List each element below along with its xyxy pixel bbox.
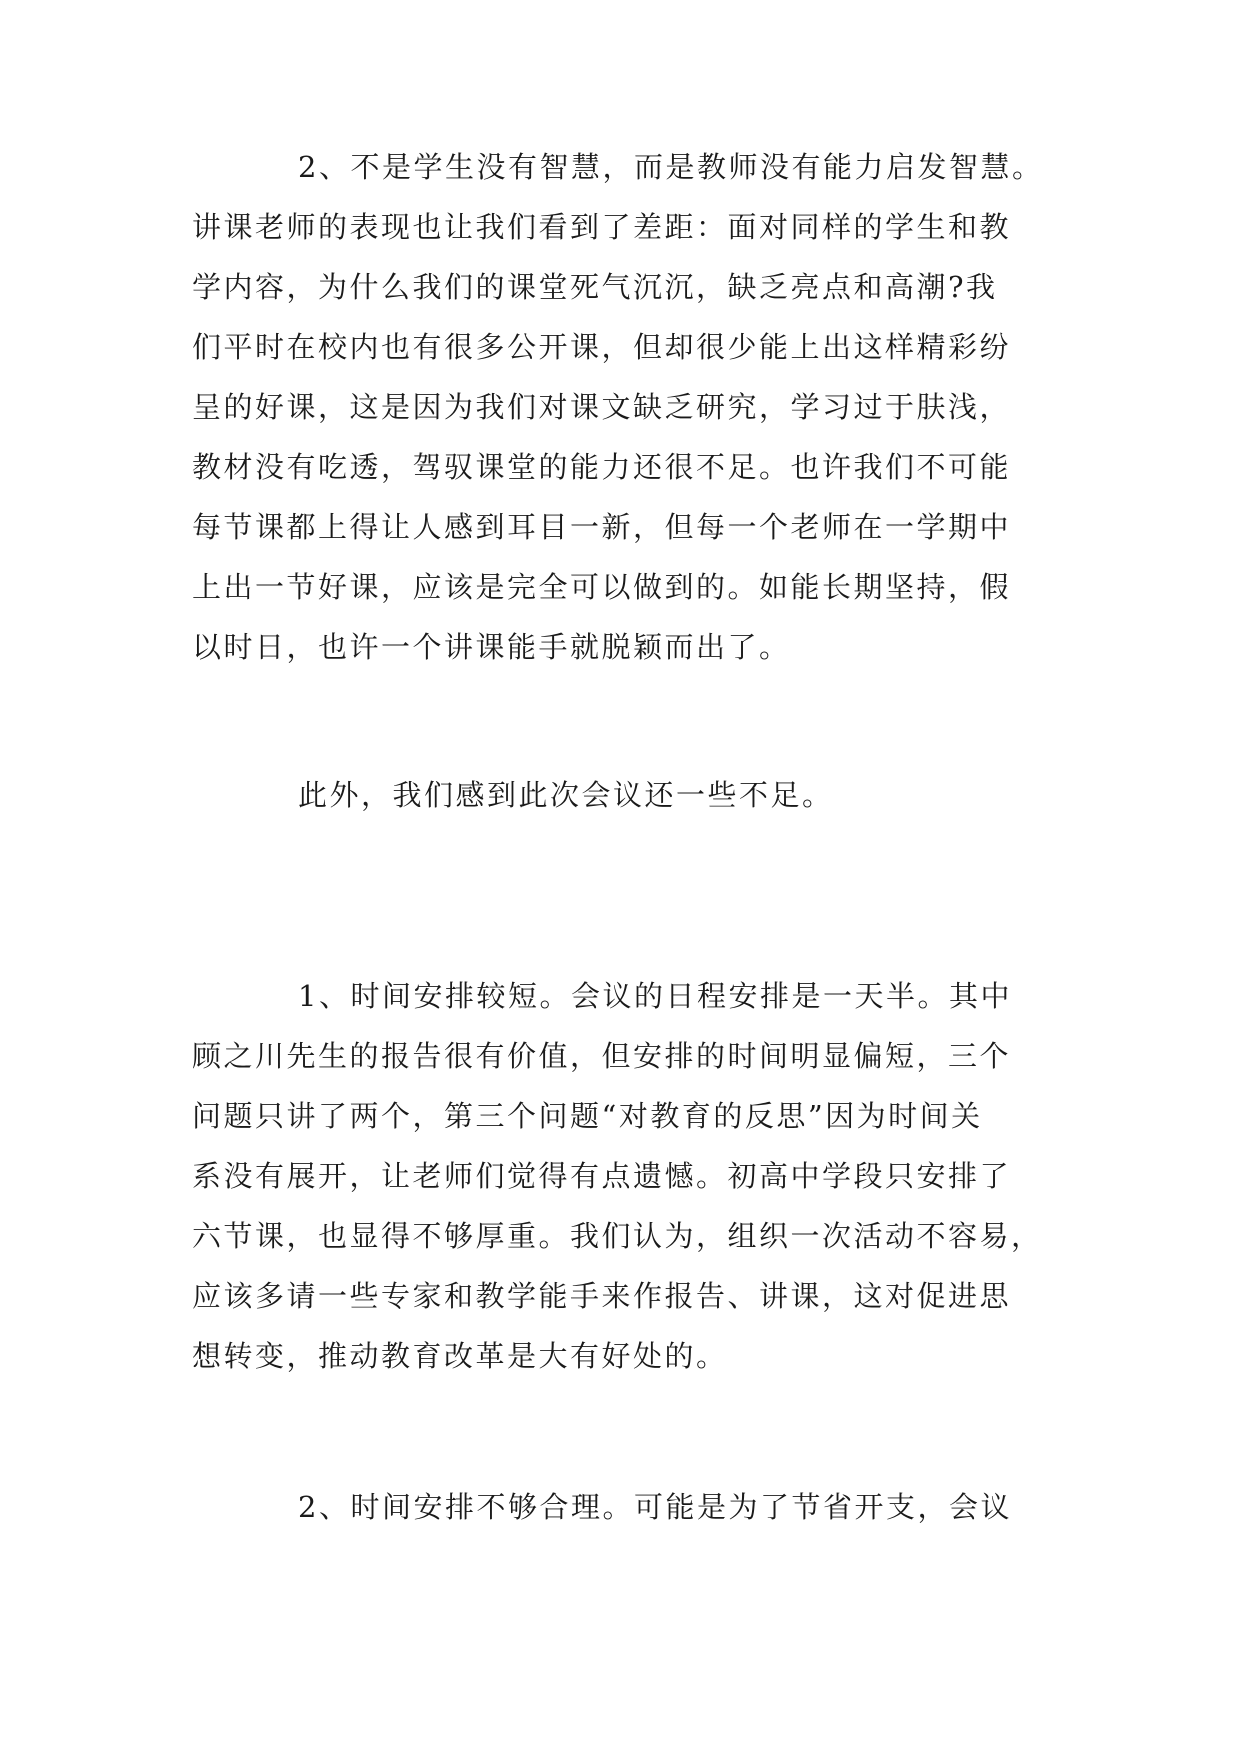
paragraph-line: 系没有展开，让老师们觉得有点遗憾。初高中学段只安排了 xyxy=(192,1159,1012,1193)
paragraph-line: 2、不是学生没有智慧，而是教师没有能力启发智慧。 xyxy=(298,150,1044,184)
paragraph-line: 学内容，为什么我们的课堂死气沉沉，缺乏亮点和高潮?我 xyxy=(192,270,998,304)
paragraph-line: 此外，我们感到此次会议还一些不足。 xyxy=(298,778,834,812)
paragraph-line: 想转变，推动教育改革是大有好处的。 xyxy=(192,1339,728,1373)
paragraph-line: 六节课，也显得不够厚重。我们认为，组织一次活动不容易， xyxy=(192,1219,1043,1253)
paragraph-teacher-ability xyxy=(192,137,1052,677)
paragraph-line: 呈的好课，这是因为我们对课文缺乏研究，学习过于肤浅， xyxy=(192,390,1012,424)
paragraph-line: 2、时间安排不够合理。可能是为了节省开支，会议 xyxy=(298,1490,1012,1524)
paragraph-line: 顾之川先生的报告很有价值，但安排的时间明显偏短，三个 xyxy=(192,1039,1012,1073)
paragraph-line: 应该多请一些专家和教学能手来作报告、讲课，这对促进思 xyxy=(192,1279,1012,1313)
paragraph-time-short xyxy=(192,966,1052,1386)
paragraph-time-unreasonable xyxy=(192,1477,1052,1537)
paragraph-line: 每节课都上得让人感到耳目一新，但每一个老师在一学期中 xyxy=(192,510,1012,544)
paragraph-line: 上出一节好课，应该是完全可以做到的。如能长期坚持，假 xyxy=(192,570,1012,604)
paragraph-line: 以时日，也许一个讲课能手就脱颖而出了。 xyxy=(192,630,791,664)
paragraph-line: 们平时在校内也有很多公开课，但却很少能上出这样精彩纷 xyxy=(192,330,1012,364)
paragraph-line: 1、时间安排较短。会议的日程安排是一天半。其中 xyxy=(298,979,1012,1013)
paragraph-shortcomings-intro xyxy=(192,765,1052,825)
paragraph-line: 问题只讲了两个，第三个问题“对教育的反思”因为时间关 xyxy=(192,1099,983,1133)
paragraph-line: 讲课老师的表现也让我们看到了差距：面对同样的学生和教 xyxy=(192,210,1012,244)
paragraph-line: 教材没有吃透，驾驭课堂的能力还很不足。也许我们不可能 xyxy=(192,450,1012,484)
